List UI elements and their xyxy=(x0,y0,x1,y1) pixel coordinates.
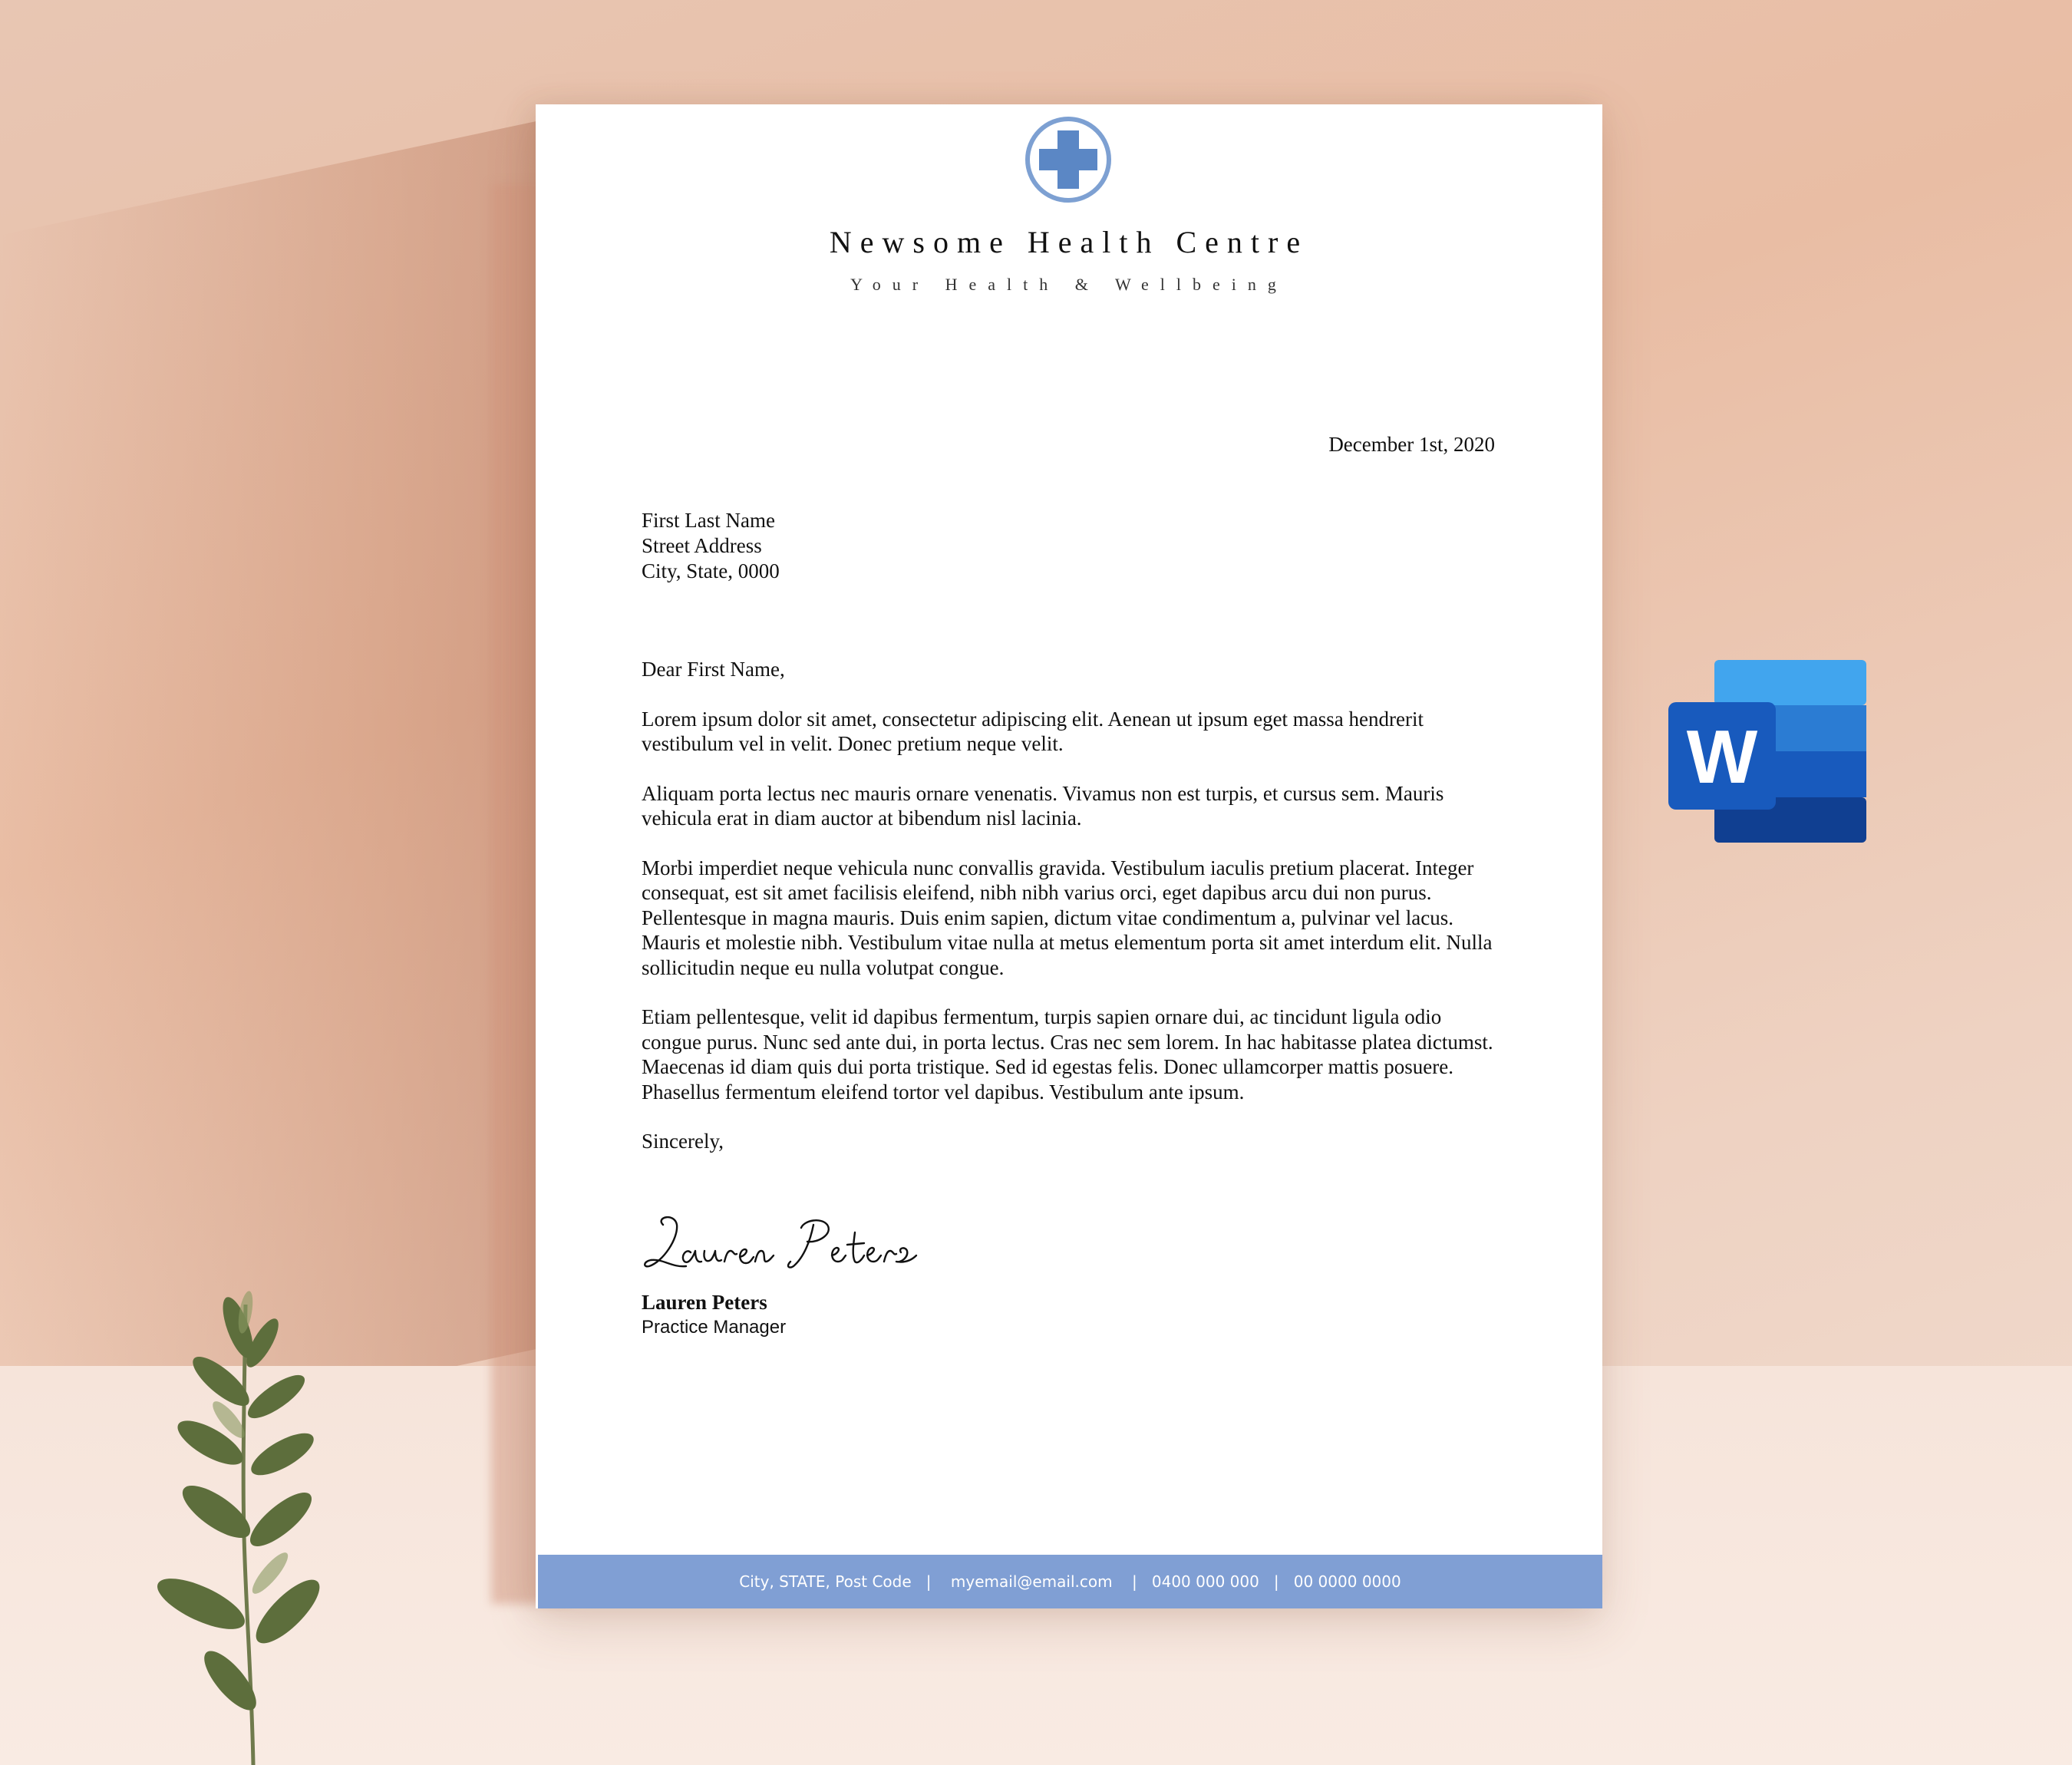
medical-cross-icon xyxy=(1024,115,1113,204)
word-icon-letter: W xyxy=(1686,714,1758,799)
salutation: Dear First Name, xyxy=(642,658,785,681)
paragraph: Etiam pellentesque, velit id dapibus fermentum, turpis sapien ornare dui, ac tincidunt ligula odio congue purus. Nunc sed ante dui, in porta lectus. Cras nec sem lorem. In hac habitasse platea dictumst. Maecenas id diam quis dui porta tristique. Sed id egestas felis. Donec ullamcorper mattis posuere. Phasellus fermentum eleifend tortor vel dapibus. Vestibulum ante ipsum. xyxy=(642,1005,1493,1104)
footer-separator: | xyxy=(925,1572,932,1591)
letter-date: December 1st, 2020 xyxy=(1328,433,1495,456)
contact-footer xyxy=(538,1555,1602,1608)
footer-phone: 00 0000 0000 xyxy=(1293,1572,1401,1591)
plant-decoration xyxy=(130,1282,361,1765)
paragraph: Aliquam porta lectus nec mauris ornare venenatis. Vivamus non est turpis, et cursus sem. Mauris vehicula erat in diam auctor at bibendum nisl lacinia. xyxy=(642,781,1444,830)
recipient-name: First Last Name xyxy=(642,509,775,532)
footer-separator: | xyxy=(1273,1572,1279,1591)
tagline: Your Health & Wellbeing xyxy=(850,275,1288,294)
wall-shadow xyxy=(0,117,553,1463)
handwritten-signature xyxy=(640,1202,947,1286)
microsoft-word-icon xyxy=(1668,660,1866,843)
closing: Sincerely, xyxy=(642,1130,724,1153)
footer-separator: | xyxy=(1132,1572,1137,1591)
recipient-address xyxy=(642,508,780,584)
letter-body xyxy=(642,657,1501,1179)
letterhead-page xyxy=(536,104,1602,1608)
recipient-street: Street Address xyxy=(642,534,762,557)
footer-address: City, STATE, Post Code xyxy=(739,1572,912,1591)
paragraph: Morbi imperdiet neque vehicula nunc convallis gravida. Vestibulum iaculis pretium placerat. Integer consequat, est sit amet facilisis eleifend, nibh nibh varius orci, eget dapibus arcu dui non purus. Pellentesque in magna mauris. Duis enim sapien, dictum vitae condimentum a, pulvinar vel lacus. Mauris et molestie nibh. Vestibulum vitae nulla at metus elementum porta sit amet interdum elit. Nulla sollicitudin neque eu nulla volutpat congue. xyxy=(642,856,1493,979)
signer-name: Lauren Peters xyxy=(642,1291,767,1314)
footer-phone: 0400 000 000 xyxy=(1151,1572,1259,1591)
paragraph: Lorem ipsum dolor sit amet, consectetur adipiscing elit. Aenean ut ipsum eget massa hendrerit vestibulum vel in velit. Donec pretium neque velit. xyxy=(642,707,1424,755)
organization-name: Newsome Health Centre xyxy=(829,225,1309,259)
footer-email: myemail@email.com xyxy=(950,1572,1113,1591)
signer-title: Practice Manager xyxy=(642,1317,787,1338)
recipient-city: City, State, 0000 xyxy=(642,559,780,582)
